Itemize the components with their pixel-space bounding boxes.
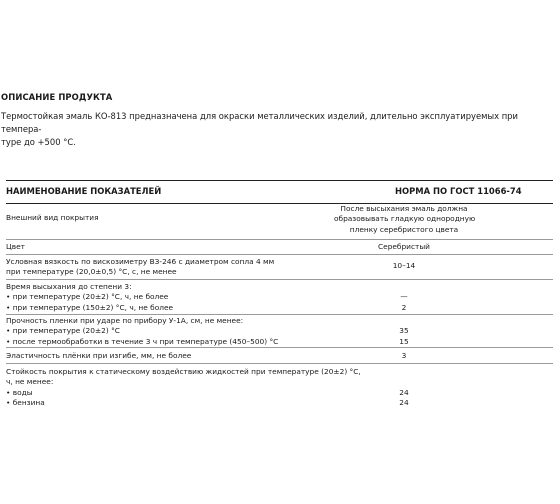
row-label: Эластичность плёнки при изгибе, мм, не более [6, 351, 192, 360]
table-row [6, 280, 553, 315]
table-row [6, 364, 553, 412]
table-row [6, 315, 553, 348]
table-row [6, 255, 553, 280]
row-value: После высыхания эмаль должна образовывать гладкую однородную пленку серебристого цвета [334, 204, 476, 234]
row-label: Время высыхания до степени 3: • при температуре (20±2) °С, ч, не более • при температуре (150±2) °С, ч, не более [6, 282, 174, 312]
row-value: 3 [401, 351, 407, 360]
row-value: 24 24 [399, 387, 409, 408]
table-row [6, 348, 553, 364]
table-row [6, 203, 553, 240]
table-header [6, 180, 553, 204]
description-line-1: Термостойкая эмаль КО-813 предназначена для окраски металлических изделий, длительно эксплуатируемых при темпера- [1, 111, 518, 134]
description-line-2: туре до +500 °С. [1, 137, 76, 147]
row-label: Цвет [6, 242, 25, 251]
row-value: 10–14 [392, 261, 416, 270]
product-description [1, 110, 557, 149]
row-label: Внешний вид покрытия [6, 213, 99, 222]
row-value: — 2 [400, 292, 408, 312]
row-label: Условная вязкость по вискозиметру ВЗ-246 с диаметром сопла 4 мм при температуре (20,0±0,5) °С, с, не менее [6, 257, 275, 277]
header-gost-norm: НОРМА ПО ГОСТ 11066-74 [395, 186, 522, 196]
row-label: Стойкость покрытия к статическому воздействию жидкостей при температуре (20±2) °С, ч, не менее: • воды • бензина [6, 367, 361, 408]
table-row [6, 240, 553, 255]
section-title: ОПИСАНИЕ ПРОДУКТА [1, 92, 113, 102]
row-value: 35 15 [399, 326, 409, 346]
row-label: Прочность пленки при ударе по прибору У-1А, см, не менее: • при температуре (20±2) °С • после термообработки в течение 3 ч при температуре (450–500) °С [6, 316, 279, 346]
header-indicator-name: НАИМЕНОВАНИЕ ПОКАЗАТЕЛЕЙ [6, 186, 162, 196]
row-value: Серебристый [377, 242, 430, 251]
